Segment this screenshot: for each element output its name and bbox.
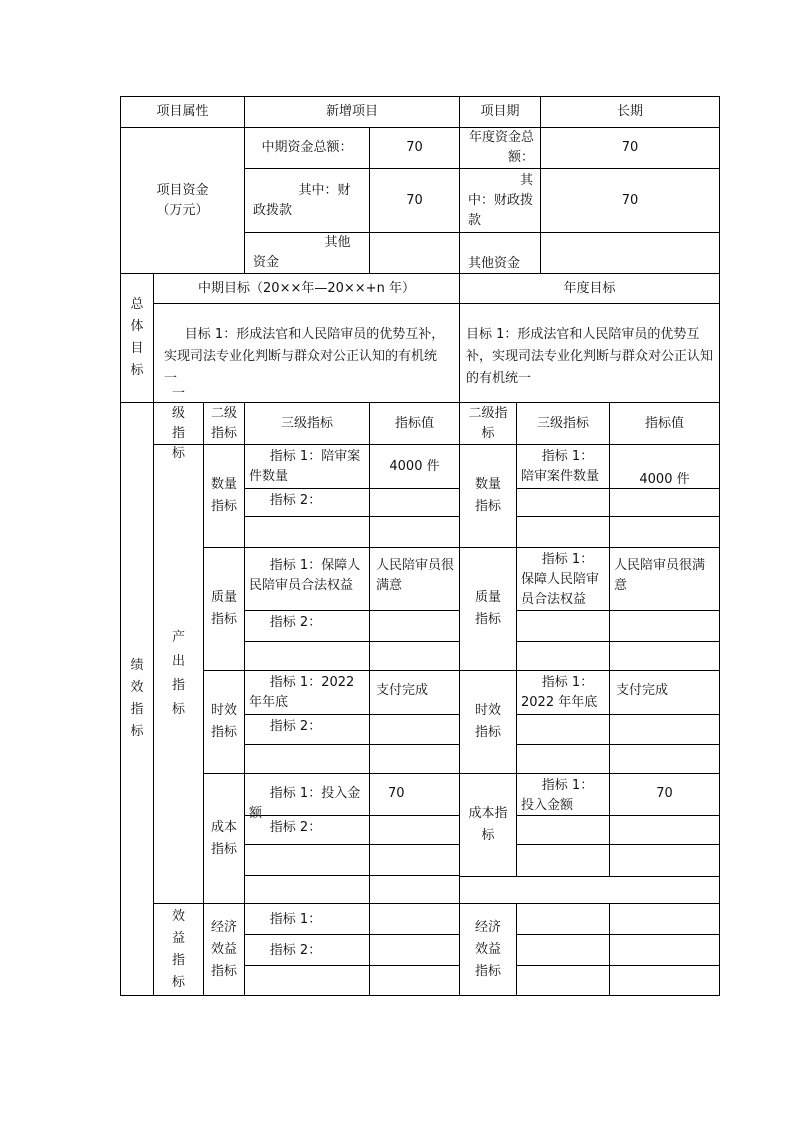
mid-other-value [369,232,460,274]
time-year-v1: 支付完成 [609,670,720,715]
time-year-i2 [516,714,610,745]
cost-year-i1: 指标 1：投入金额 [516,773,610,816]
mid-other-label: 其他资金 [244,232,370,274]
time-mid-i1: 指标 1：2022 年年底 [244,670,370,715]
cost-label-mid: 成本指标 [203,773,245,904]
qual-mid-v2 [369,610,460,642]
year-other-value [540,232,720,274]
qty-year-v2 [609,488,720,517]
qual-mid-i1: 指标 1：保障人民陪审员合法权益 [244,547,370,611]
cost-mid-v4 [369,875,460,904]
econ-mid-v3 [369,965,460,996]
period-value: 长期 [540,96,720,128]
qty-year-i1: 指标 1：陪审案件数量 [516,444,610,489]
attr-label: 项目属性 [120,96,245,128]
qual-year-i3 [516,641,610,671]
qual-label-mid: 质量指标 [203,547,245,671]
time-mid-i3 [244,744,370,774]
qual-mid-v3 [369,641,460,671]
period-label: 项目期 [459,96,541,128]
econ-mid-v1 [369,903,460,935]
econ-label-mid: 经济效益指标 [203,903,245,996]
qty-mid-v1: 4000 件 [369,444,460,489]
cost-year-v1: 70 [609,773,720,816]
qty-year-v1: 4000 件 [609,444,720,489]
qty-mid-v3 [369,516,460,548]
funds-label: 项目资金（万元） [120,127,245,274]
col-l2-mid: 二级指标 [203,402,245,445]
qual-year-v1: 人民陪审员很满意 [609,547,720,611]
time-year-i3 [516,744,610,774]
goals-label: 总体目标 [120,273,154,403]
econ-year-v2 [609,934,720,966]
col-l2-year: 二级指标 [459,402,517,445]
qty-mid-i3 [244,516,370,548]
cost-year-v2 [609,815,720,845]
time-mid-v1: 支付完成 [369,670,460,715]
qty-mid-i2: 指标 2： [244,488,370,517]
econ-year-v1 [609,903,720,935]
mid-total-value: 70 [369,127,460,169]
output-label: 产出指标 [153,444,204,904]
econ-mid-i2: 指标 2： [244,934,370,966]
mid-fiscal-value: 70 [369,168,460,233]
year-fiscal-value: 70 [540,168,720,233]
qty-year-i2 [516,488,610,517]
col-l3-mid: 三级指标 [244,402,370,445]
cost-mid-v3 [369,844,460,876]
econ-mid-v2 [369,934,460,966]
benefit-label: 效益指标 [153,903,204,996]
cost-year-spacer [459,876,720,904]
econ-mid-i3 [244,965,370,996]
col-l1: 一级指标 [153,402,204,445]
qty-label-mid: 数量指标 [203,444,245,548]
qual-mid-i3 [244,641,370,671]
cost-mid-i2: 指标 2： [244,815,370,845]
goals-mid-text: 目标 1：形成法官和人民陪审员的优势互补，实现司法专业化判断与群众对公正认知的有机统一 [153,303,460,403]
attr-value: 新增项目 [244,96,460,128]
year-total-label: 年度资金总额： [459,127,541,169]
econ-year-i2 [516,934,610,966]
econ-year-v3 [609,965,720,996]
cost-mid-v2 [369,815,460,845]
cost-mid-i1: 指标 1：投入金额 [244,773,370,816]
goals-mid-header: 中期目标（20××年—20××+n 年） [153,273,460,304]
cost-year-i3 [516,844,610,877]
qty-year-i3 [516,516,610,548]
qty-label-year: 数量指标 [459,444,517,548]
col-val-mid: 指标值 [369,402,460,445]
time-mid-v3 [369,744,460,774]
time-label-year: 时效指标 [459,670,517,774]
time-year-v3 [609,744,720,774]
time-year-i1: 指标 1：2022 年年底 [516,670,610,715]
cost-label-year: 成本指标 [459,773,517,877]
qual-year-v3 [609,641,720,671]
cost-year-v3 [609,844,720,877]
econ-mid-i1: 指标 1： [244,903,370,935]
econ-label-year: 经济效益指标 [459,903,517,996]
goals-year-text: 目标 1：形成法官和人民陪审员的优势互补，实现司法专业化判断与群众对公正认知的有机统一 [459,303,720,403]
mid-total-label: 中期资金总额： [244,127,370,169]
qual-label-year: 质量指标 [459,547,517,671]
time-label-mid: 时效指标 [203,670,245,774]
qty-year-v3 [609,516,720,548]
col-l3-year: 三级指标 [516,402,610,445]
mid-fiscal-label: 其中：财政拨款 [244,168,370,233]
qual-year-i2 [516,610,610,642]
econ-year-i3 [516,965,610,996]
year-fiscal-label: 其中：财政拨款 [459,168,541,233]
cost-year-i2 [516,815,610,845]
cost-mid-i3 [244,844,370,876]
year-total-value: 70 [540,127,720,169]
cost-mid-v1: 70 [369,773,460,816]
econ-year-i1 [516,903,610,935]
goals-year-header: 年度目标 [459,273,720,304]
cost-mid-i4 [244,875,370,904]
perf-label: 绩效指标 [120,402,154,996]
qual-mid-i2: 指标 2： [244,610,370,642]
qual-year-i1: 指标 1：保障人民陪审员合法权益 [516,547,610,611]
qty-mid-i1: 指标 1：陪审案件数量 [244,444,370,489]
time-mid-i2: 指标 2： [244,714,370,745]
time-year-v2 [609,714,720,745]
time-mid-v2 [369,714,460,745]
qual-mid-v1: 人民陪审员很满意 [369,547,460,611]
year-other-label: 其他资金 [459,232,541,274]
qty-mid-v2 [369,488,460,517]
qual-year-v2 [609,610,720,642]
col-val-year: 指标值 [609,402,720,445]
